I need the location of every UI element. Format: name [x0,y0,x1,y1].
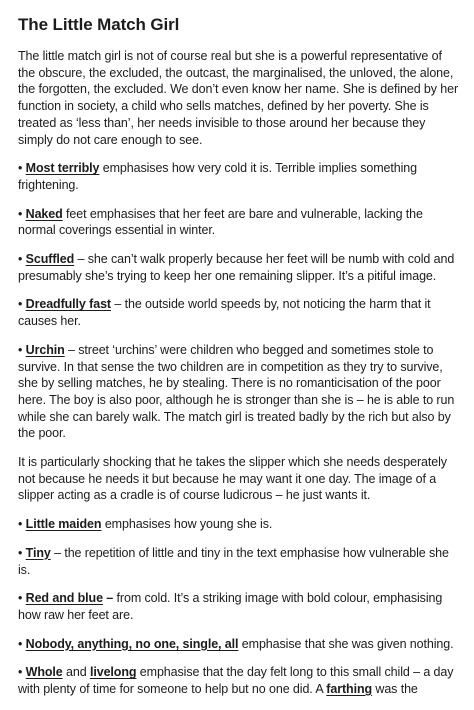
bullet-mark: • [18,342,26,357]
bullet-item-little-maiden [18,516,462,533]
term-tiny: Tiny [25,545,51,560]
shocking-paragraph: It is particularly shocking that he takes the slipper which she needs desperately not because he needs it but because he may want it one day. The image of a slipper acting as a cradle is of course ludicrous – he just wants it. [18,455,447,503]
bullet-item-nobody [18,636,462,653]
term-urchin: Urchin [25,342,65,357]
bullet-mark: • [18,591,26,606]
bullet-item-tiny [18,545,462,578]
term-farthing: farthing [326,682,373,697]
bullet-mark: • [18,297,26,312]
bullet-mark: • [18,161,26,176]
term-dreadfully-fast: Dreadfully fast [25,297,111,312]
bullet-item-scuffled [18,251,462,284]
bullet-text: – the repetition of little and tiny in the text emphasise how vulnerable she is. [18,545,449,577]
bullet-text: – the outside world speeds by, not noticing the harm that it causes her. [18,297,431,329]
bullet-text: emphasise that she was given nothing. [238,636,454,651]
bullet-item-urchin [18,342,462,442]
term-most-terribly: Most terribly [25,161,100,176]
document-page [18,14,462,710]
bullet-text: emphasises how very cold it is. Terrible implies something frightening. [18,161,417,192]
bullet-text: feet emphasises that her feet are bare and vulnerable, lacking the normal coverings essential in winter. [18,206,423,238]
bullet-item-naked [18,206,462,239]
document-title: The Little Match Girl [18,15,180,34]
bullet-mark: • [18,636,26,651]
bullet-mark: • [18,206,26,221]
bullet-mark: • [18,517,26,532]
bullet-text: – she can’t walk properly because her feet will be numb with cold and presumably she’s trying to keep her one remaining slipper. It’s a pitiful image. [18,252,455,283]
bullet-item-dreadfully-fast [18,296,462,329]
bullet-text: emphasise that the day felt long to this small child – a day with plenty of time for someone to help but no one did. A [18,665,454,697]
term-livelong: livelong [89,665,137,680]
bullet-mark: • [18,665,26,680]
term-little-maiden: Little maiden [25,517,102,532]
connector-text: and [62,665,90,680]
bullet-mark: • [18,252,26,267]
bullet-item-whole-livelong [18,664,462,697]
term-naked: Naked [25,206,63,221]
term-whole: Whole [25,665,63,680]
term-red-and-blue: Red and blue [25,591,103,606]
bullet-item-most-terribly [18,160,462,193]
term-nobody-list: Nobody, anything, no one, single, all [25,636,239,651]
bullet-text: – street ‘urchins’ were children who begged and sometimes stole to survive. In that sense the two children are in competition as they try to survive, she by selling matches, he by stealing. There is no romanticisation of the poor here. The boy is also poor, although he is stronger than she is – he is able to run while she can barely walk. The match girl is treated badly by the rich but also by the poor. [18,342,455,441]
bold-dash: – [102,591,114,606]
term-scuffled: Scuffled [25,252,75,267]
bullet-mark: • [18,545,26,560]
intro-paragraph: The little match girl is not of course real but she is a powerful representative of the obscure, the excluded, the outcast, the marginalised, the unloved, the alone, the forgotten, the excluded. We don’t even know her name. She is defined by her function in society, a child who sells matches, defined by her poverty. She is treated as ‘less than’, her needs invisible to those around her because they simply do not care enough to see. [18,49,459,147]
bullet-text: emphasises how young she is. [101,517,273,532]
bullet-text: from cold. It’s a striking image with bold colour, emphasising how raw her feet are. [18,591,443,622]
bullet-tail-text: was the [372,682,418,697]
bullet-item-red-and-blue [18,590,462,623]
